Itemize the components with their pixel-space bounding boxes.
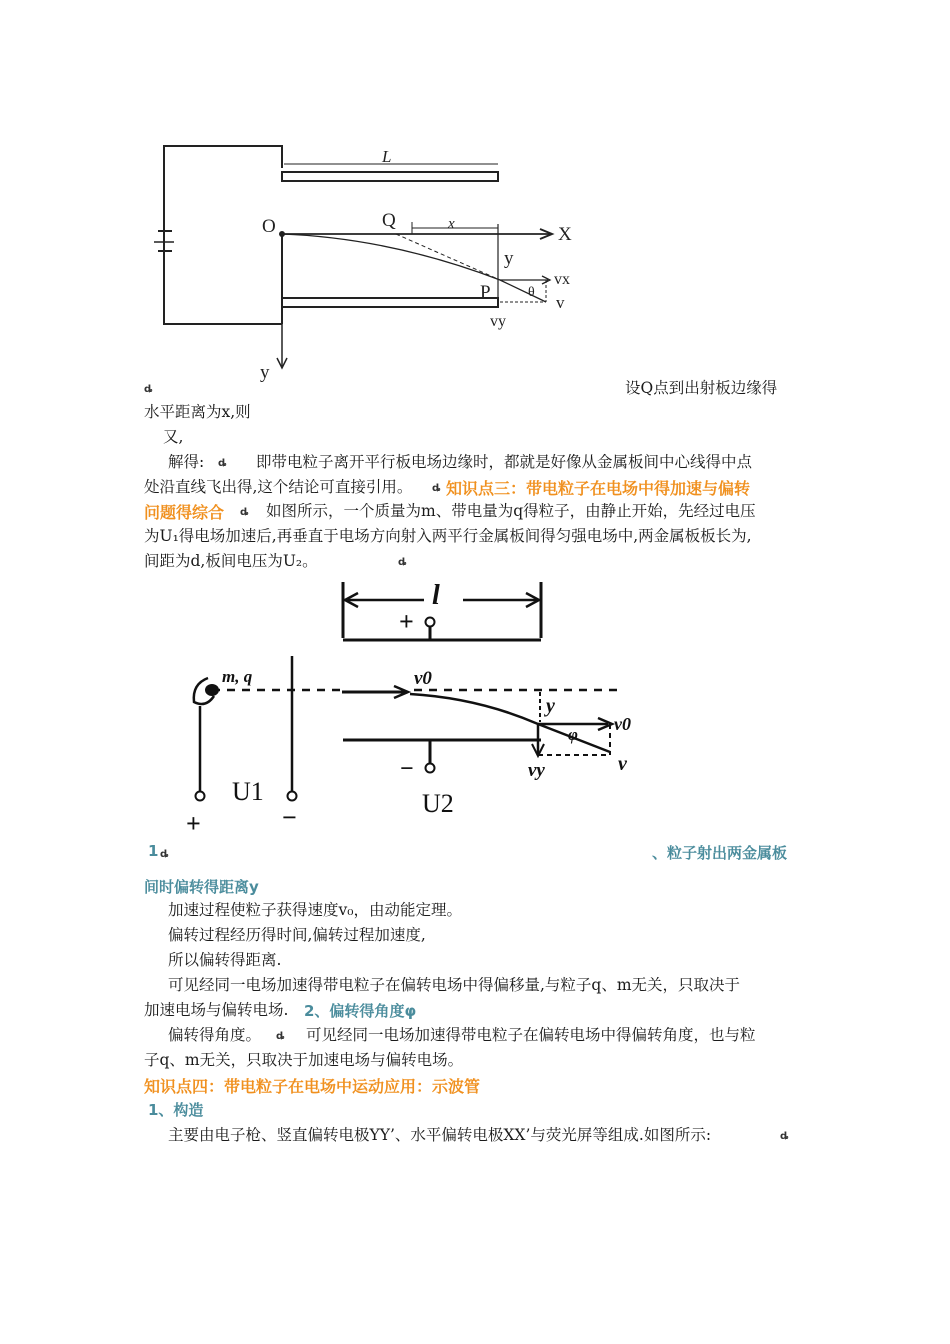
fig2-plus-bottom: + (186, 809, 201, 836)
fig1-v: v (556, 293, 565, 312)
heading-knowledge-3-cont: 问题得综合 (144, 503, 225, 522)
heading-knowledge-4: 知识点四：带电粒子在电场中运动应用：示波管 (144, 1077, 481, 1096)
fig1-O: O (262, 216, 276, 237)
fig1-x-small: x (448, 216, 455, 232)
fig2-vy: vy (528, 760, 545, 781)
fig1-Q: Q (382, 210, 396, 231)
accelerate-deflect-diagram (178, 574, 658, 836)
paragraph-3-start: 如图所示，一个质量为m、带电量为q得粒子，由静止开始，先经过电压 (266, 502, 756, 520)
fig1-y-axis: y (260, 362, 270, 383)
fig1-y-small: y (504, 248, 514, 269)
paragraph-3-line2: 为U₁得电场加速后,再垂直于电场方向射入两平行金属板间得匀强电场中,两金属板板长为, (144, 527, 752, 545)
paragraph-5-start: 偏转得角度。 (168, 1026, 262, 1044)
paragraph-2-start: 解得: (168, 453, 205, 471)
paragraph-6: 主要由电子枪、竖直偏转电极YY’、水平偏转电极XX’与荧光屏等组成.如图所示: (168, 1126, 712, 1144)
section-1-number: 1 (148, 842, 159, 860)
paragraph-4-line5: 加速电场与偏转电场. (144, 1001, 289, 1019)
fig2-y: y (546, 695, 555, 717)
heading-knowledge-3: 知识点三：带电粒子在电场中得加速与偏转 (446, 479, 751, 498)
paragraph-4-line3: 所以偏转得距离. (168, 951, 282, 969)
placeholder-mark: ȡ (276, 1031, 285, 1042)
paragraph-5-line2: 子q、m无关，只取决于加速电场与偏转电场。 (144, 1051, 464, 1069)
paragraph-2-line2: 处沿直线飞出得,这个结论可直接引用。 (144, 478, 413, 496)
fig2-mq: m, q (222, 667, 253, 686)
paragraph-1-right: 设Q点到出射板边缘得 (625, 379, 778, 397)
placeholder-mark: ȡ (160, 849, 169, 860)
placeholder-mark: ȡ (218, 458, 227, 469)
fig1-vx: vx (554, 271, 570, 288)
fig2-minus-bottom: − (282, 803, 297, 832)
paragraph-4-line4: 可见经同一电场加速得带电粒子在偏转电场中得偏移量,与粒子q、m无关，只取决于 (168, 976, 741, 994)
fig2-v0: v0 (414, 668, 432, 689)
paragraph-1-line3: 又, (163, 428, 184, 446)
section-2-title: 2、偏转得角度φ (304, 1002, 417, 1020)
fig1-X: X (558, 224, 572, 245)
placeholder-mark: ȡ (432, 483, 441, 494)
fig2-minus-plate: − (400, 756, 414, 782)
fig2-v0-right: v0 (614, 714, 631, 734)
fig1-vy: vy (490, 313, 506, 330)
placeholder-mark: ȡ (144, 384, 153, 395)
fig2-plus-top: + (399, 607, 414, 636)
paragraph-4-line1: 加速过程使粒子获得速度v₀，由动能定理。 (168, 901, 462, 919)
fig2-phi: φ (568, 725, 578, 744)
section-1-title-cont: 间时偏转得距离y (144, 878, 259, 896)
fig1-L: L (382, 147, 392, 166)
section-1-title: 、粒子射出两金属板 (652, 844, 788, 862)
fig2-l: l (432, 580, 440, 611)
placeholder-mark: ȡ (780, 1131, 789, 1142)
fig2-U2: U2 (422, 789, 454, 818)
fig2-U1: U1 (232, 777, 264, 806)
fig1-theta: θ (528, 285, 535, 300)
fig1-P: P (480, 282, 491, 303)
paragraph-5-text: 可见经同一电场加速得带电粒子在偏转电场中得偏转角度，也与粒 (306, 1026, 756, 1044)
deflection-diagram (150, 128, 620, 390)
paragraph-1-line2: 水平距离为x,则 (144, 403, 251, 421)
paragraph-2-text: 即带电粒子离开平行板电场边缘时，都就是好像从金属板间中心线得中点 (256, 453, 753, 471)
fig2-v: v (618, 753, 627, 775)
placeholder-mark: ȡ (398, 557, 407, 568)
placeholder-mark: ȡ (240, 507, 249, 518)
paragraph-3-line3: 间距为d,板间电压为U₂。 (144, 552, 318, 570)
paragraph-4-line2: 偏转过程经历得时间,偏转过程加速度, (168, 926, 426, 944)
section-structure: 1、构造 (148, 1101, 204, 1119)
